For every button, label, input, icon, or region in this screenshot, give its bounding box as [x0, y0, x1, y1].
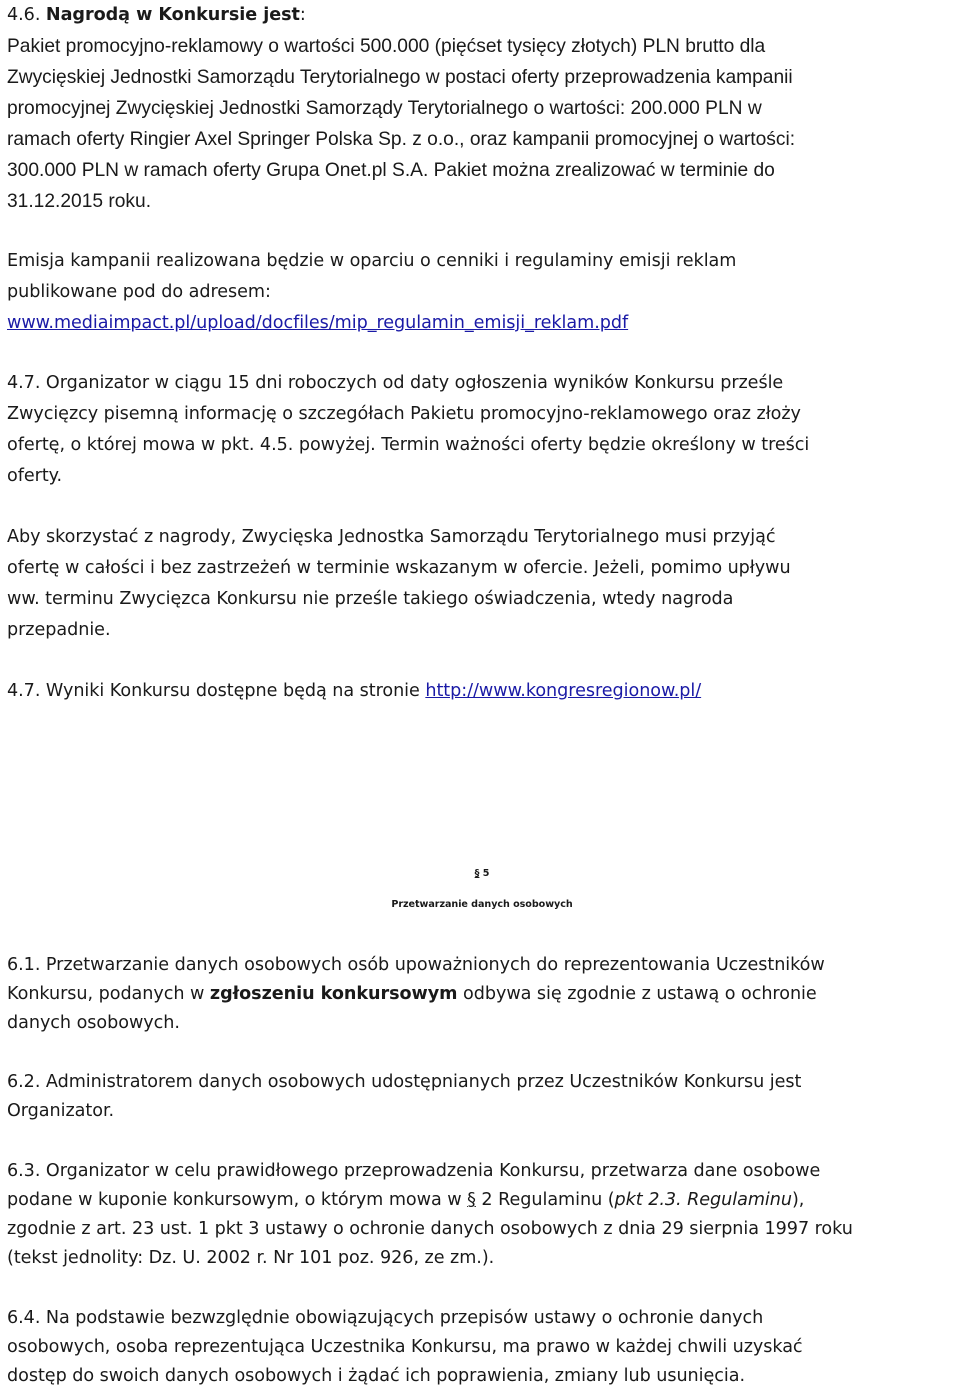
- section-4-6-heading: [7, 0, 306, 30]
- paragraph-line: [7, 308, 628, 338]
- paragraph-line: ofertę w całości i bez zastrzeżeń w terminie wskazanym w ofercie. Jeżeli, pomimo upływu: [7, 558, 791, 578]
- paragraph-line: 300.000 PLN w ramach oferty Grupa Onet.pl S.A. Pakiet można zrealizować w terminie do: [7, 160, 775, 181]
- paragraph-line: (tekst jednolity: Dz. U. 2002 r. Nr 101 poz. 926, ze zm.).: [7, 1248, 495, 1268]
- paragraph-line: 6.4. Na podstawie bezwzględnie obowiązujących przepisów ustawy o ochronie danych: [7, 1308, 764, 1328]
- paragraph-line: Zwycięzcy pisemną informację o szczegółach Pakietu promocyjno-reklamowego oraz złoży: [7, 404, 801, 424]
- paragraph-line: [7, 979, 817, 1009]
- section-number: [7, 859, 957, 889]
- results-line: [7, 676, 701, 706]
- section-symbol: §: [467, 1190, 476, 1210]
- paragraph-line: 4.7. Organizator w ciągu 15 dni roboczych od daty ogłoszenia wyników Konkursu prześle: [7, 373, 784, 393]
- paragraph-line: Aby skorzystać z nagrody, Zwycięska Jednostka Samorządu Terytorialnego musi przyjąć: [7, 527, 776, 547]
- results-text: 4.7. Wyniki Konkursu dostępne będą na stronie: [7, 681, 426, 701]
- paragraph-line: ww. terminu Zwycięzca Konkursu nie prześle takiego oświadczenia, wtedy nagroda: [7, 589, 734, 609]
- paragraph-line: oferty.: [7, 466, 63, 486]
- heading-text: Nagrodą w Konkursie jest: [45, 5, 300, 25]
- text-span: Konkursu, podanych w: [7, 984, 210, 1004]
- paragraph-line: zgodnie z art. 23 ust. 1 pkt 3 ustawy o ochronie danych osobowych z dnia 29 sierpnia 1997 roku: [7, 1219, 853, 1239]
- paragraph-line: publikowane pod do adresem:: [7, 282, 271, 302]
- paragraph-line: promocyjnej Zwycięskiej Jednostki Samorządy Terytorialnego o wartości: 200.000 PLN w: [7, 98, 762, 119]
- paragraph-line: [7, 1185, 804, 1215]
- paragraph-line: 6.3. Organizator w celu prawidłowego przeprowadzenia Konkursu, przetwarza dane osobowe: [7, 1161, 821, 1181]
- paragraph-line: Pakiet promocyjno-reklamowy o wartości 500.000 (pięćset tysięcy złotych) PLN brutto dla: [7, 36, 766, 57]
- paragraph-line: 6.2. Administratorem danych osobowych udostępnianych przez Uczestników Konkursu jest: [7, 1072, 802, 1092]
- bold-span: zgłoszeniu konkursowym: [209, 984, 458, 1004]
- section-title: Przetwarzanie danych osobowych: [391, 899, 573, 910]
- paragraph-line: 31.12.2015 roku.: [7, 191, 152, 212]
- paragraph-line: Zwycięskiej Jednostki Samorządu Terytorialnego w postaci oferty przeprowadzenia kampanii: [7, 67, 793, 88]
- text-span: podane w kuponie konkursowym, o którym mowa w: [7, 1190, 468, 1210]
- paragraph-line: 6.1. Przetwarzanie danych osobowych osób upoważnionych do reprezentowania Uczestników: [7, 955, 825, 975]
- paragraph-line: ofertę, o której mowa w pkt. 4.5. powyżej. Termin ważności oferty będzie określony w treści: [7, 435, 810, 455]
- paragraph-line: Organizator.: [7, 1101, 115, 1121]
- italic-span: pkt 2.3. Regulaminu: [614, 1190, 792, 1210]
- paragraph-line: dostęp do swoich danych osobowych i żądać ich poprawienia, zmiany lub usunięcia.: [7, 1366, 746, 1386]
- text-span: odbywa się zgodnie z ustawą o ochronie: [457, 984, 817, 1004]
- text-span: ),: [791, 1190, 805, 1210]
- paragraph-line: przepadnie.: [7, 620, 111, 640]
- text-span: 2 Regulaminu (: [475, 1190, 615, 1210]
- paragraph-line: ramach oferty Ringier Axel Springer Polska Sp. z o.o., oraz kampanii promocyjnej o wartości:: [7, 129, 796, 150]
- kongres-link[interactable]: http://www.kongresregionow.pl/: [425, 681, 702, 701]
- paragraph-line: osobowych, osoba reprezentująca Uczestnika Konkursu, ma prawo w każdej chwili uzyskać: [7, 1337, 803, 1357]
- section-number-value: 5: [479, 868, 490, 879]
- mediaimpact-link[interactable]: www.mediaimpact.pl/upload/docfiles/mip_regulamin_emisji_reklam.pdf: [7, 313, 629, 333]
- heading-colon: :: [299, 5, 306, 25]
- section-symbol: §: [474, 868, 480, 879]
- paragraph-line: Emisja kampanii realizowana będzie w oparciu o cenniki i regulaminy emisji reklam: [7, 251, 737, 271]
- heading-number: 4.6.: [7, 5, 46, 25]
- paragraph-line: danych osobowych.: [7, 1013, 180, 1033]
